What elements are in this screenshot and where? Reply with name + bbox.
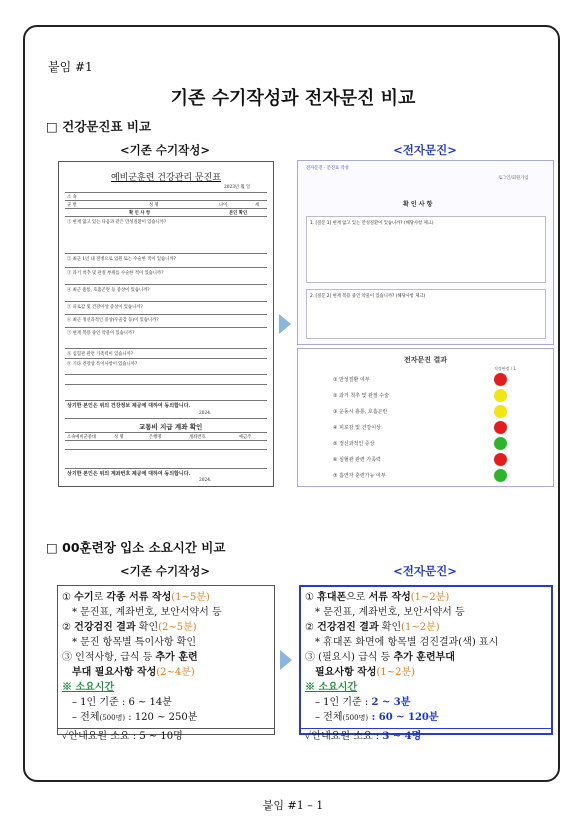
e-item-1-sub: * 문진표, 계좌번호, 보안서약서 등 [315, 607, 465, 618]
paper-question-6: ⑥ 최근 정신과적인 증상(우울감 등)이 있습니까? [67, 318, 159, 323]
manual-time-title: ※ 소요시간 [62, 682, 115, 693]
paper-bank-col-unit: 소속예비군중대 [67, 435, 97, 440]
attachment-label: 붙임 #1 [48, 60, 93, 74]
manual-item-2: ② 건강검진 결과 확인(2~5분) [62, 622, 197, 633]
manual-item-3: ③ 인적사항, 급식 등 추가 훈련 [62, 652, 198, 663]
page-footer: 붙임 #1 – 1 [262, 799, 324, 812]
e-item-2-sub: * 휴대폰 화면에 항목별 검진결과(색) 표시 [315, 637, 499, 648]
e-item-2: ② 건강검진 결과 확인(1~2분) [305, 622, 440, 633]
e-result-status-light-icon [494, 421, 507, 434]
paper-consent-health: 상기한 본인은 위의 건강정보 제공에 대하여 동의합니다. [67, 403, 191, 409]
section1-right-subtitle: <전자문진> [393, 143, 457, 157]
paper-row-unit: 소 속 [67, 195, 77, 200]
paper-col-confirm: 본인 확인 [229, 211, 248, 216]
paper-bank-col-account: 계좌번호 [189, 435, 206, 440]
e-login-hint: 로그인/회원가입 [498, 176, 529, 181]
paper-question-9: ⑨ 기타 건강상 특이사항이 있습니까? [67, 362, 138, 367]
e-time-per-person: – 1인 기준 : 2 ~ 3분 [315, 697, 411, 708]
paper-question-8: ⑧ 심혈관 관련 가족력이 있습니까? [67, 352, 134, 357]
e-time-total: – 전체(500명) : 60 ~ 120분 [315, 712, 439, 723]
paper-bank-col-name: 성 명 [114, 435, 124, 440]
paper-consent-account: 상기한 본인은 위의 계좌번호 제공에 대하여 동의합니다. [67, 471, 191, 477]
manual-item-1-sub: * 문진표, 계좌번호, 보안서약서 등 [72, 607, 222, 618]
e-question-2: 2. [질문 2] 현재 복용 중인 약물이 있습니까? (해당사항 체크) [310, 294, 426, 299]
paper-form-title: 예비군훈련 건강관리 문진표 [110, 173, 222, 183]
e-item-3-cont: 필요사항 작성(1~2분) [315, 667, 416, 678]
e-result-label: ② 과거 척추 및 관절 수술 [333, 393, 389, 399]
e-result-status-light-icon [494, 469, 507, 482]
manual-guide-staff: ✓안내요원 소요 : 5 ~ 10명 [62, 731, 183, 742]
arrow-right-icon [279, 314, 291, 334]
e-result-label: ④ 피로감 및 건강이상 [333, 425, 381, 431]
e-section-title: 확 인 사 항 [403, 201, 433, 208]
e-result-status-light-icon [494, 405, 507, 418]
paper-section-title: 확 인 사 항 [129, 211, 151, 216]
e-question-card-2 [306, 289, 546, 339]
paper-row-age: 나이 [219, 203, 228, 208]
paper-question-1: ① 현재 앓고 있는 다음과 같은 만성질환이 있습니까? [67, 220, 167, 225]
paper-row-id: 군 번 [67, 203, 77, 208]
paper-bank-col-holder: 예금주 [239, 435, 252, 440]
section1-heading: □ 건강문진표 비교 [46, 119, 152, 134]
e-result-status-light-icon [494, 373, 507, 386]
e-nav: 전자문진 · 문진표 작성 [306, 166, 349, 171]
paper-questionnaire [58, 161, 274, 487]
manual-time-per-person: – 1인 기준 : 6 ~ 14분 [72, 697, 172, 708]
e-result-title: 전자문진 결과 [403, 356, 447, 364]
paper-question-3: ③ 과거 척추 및 관절 부위를 수술한 적이 있습니까? [67, 271, 164, 276]
e-result-label: ① 만성질환 여부 [333, 377, 370, 383]
e-result-col: 적정판정 / 1 [494, 366, 516, 371]
e-result-status-light-icon [494, 389, 507, 402]
section2-right-subtitle: <전자문진> [393, 564, 457, 578]
e-guide-staff: ✓안내요원 소요 : 3 ~ 4명 [305, 731, 422, 742]
e-item-1: ① 휴대폰으로 서류 작성(1~2분) [305, 592, 450, 603]
e-item-3: ③ (필요시) 급식 등 추가 훈련부대 [305, 652, 455, 663]
paper-question-5: ⑤ 피로감 및 건강이상 증상이 있습니까? [67, 305, 143, 310]
paper-row-name: 성 명 [149, 203, 159, 208]
manual-time-total: – 전체(500명) : 120 ~ 250분 [72, 712, 198, 723]
paper-consent-health-date: 2024. [199, 411, 212, 416]
paper-question-4: ④ 최근 흉통, 호흡곤란 등 증상이 있습니까? [67, 288, 150, 293]
electronic-result-panel [297, 348, 554, 487]
electronic-process-panel [299, 585, 553, 742]
manual-item-1: ① 수기로 각종 서류 작성(1~5분) [62, 592, 210, 603]
e-result-label: ⑥ 심혈관 관련 가족력 [333, 457, 381, 463]
paper-form-year: 2023년 월 일 [224, 185, 251, 190]
paper-bank-title: 교통비 지급 계좌 확인 [139, 423, 203, 431]
e-question-1: 1. [질문 1] 현재 앓고 있는 만성질환이 있습니까? (해당사항 체크) [310, 221, 434, 226]
section2-left-subtitle: <기존 수기작성> [120, 564, 210, 578]
paper-bank-col-bank: 은행명 [149, 435, 162, 440]
e-question-card-1 [306, 216, 546, 283]
e-result-status-light-icon [494, 437, 507, 450]
page-title: 기존 수기작성과 전자문진 비교 [170, 88, 416, 109]
e-result-label: ⑦ 흡연자 훈련가능 여부 [333, 473, 386, 479]
manual-item-2-sub: * 문진 항목별 특이사항 확인 [72, 637, 196, 648]
manual-item-3-cont: 부대 필요사항 작성(2~4분) [72, 667, 195, 678]
electronic-questionnaire [297, 160, 554, 345]
e-result-status-light-icon [494, 453, 507, 466]
e-result-label: ③ 운동시 흉통, 호흡곤란 [333, 409, 388, 415]
paper-consent-account-date: 2024. [199, 478, 212, 483]
manual-process-panel [57, 585, 275, 742]
section1-left-subtitle: <기존 수기작성> [120, 143, 210, 157]
section2-heading: □ 00훈련장 입소 소요시간 비교 [46, 540, 226, 555]
e-result-label: ⑤ 정신과적인 증상 [333, 441, 375, 447]
e-time-title: ※ 소요시간 [305, 682, 358, 693]
paper-row-age-unit: 세 [255, 203, 260, 208]
paper-question-7: ⑦ 현재 복용 중인 약물이 있습니까? [67, 331, 135, 336]
paper-question-2: ② 최근 1년 내 질병으로 입원 또는 수술한 적이 있습니까? [67, 257, 176, 262]
arrow-right-icon-2 [280, 650, 292, 670]
